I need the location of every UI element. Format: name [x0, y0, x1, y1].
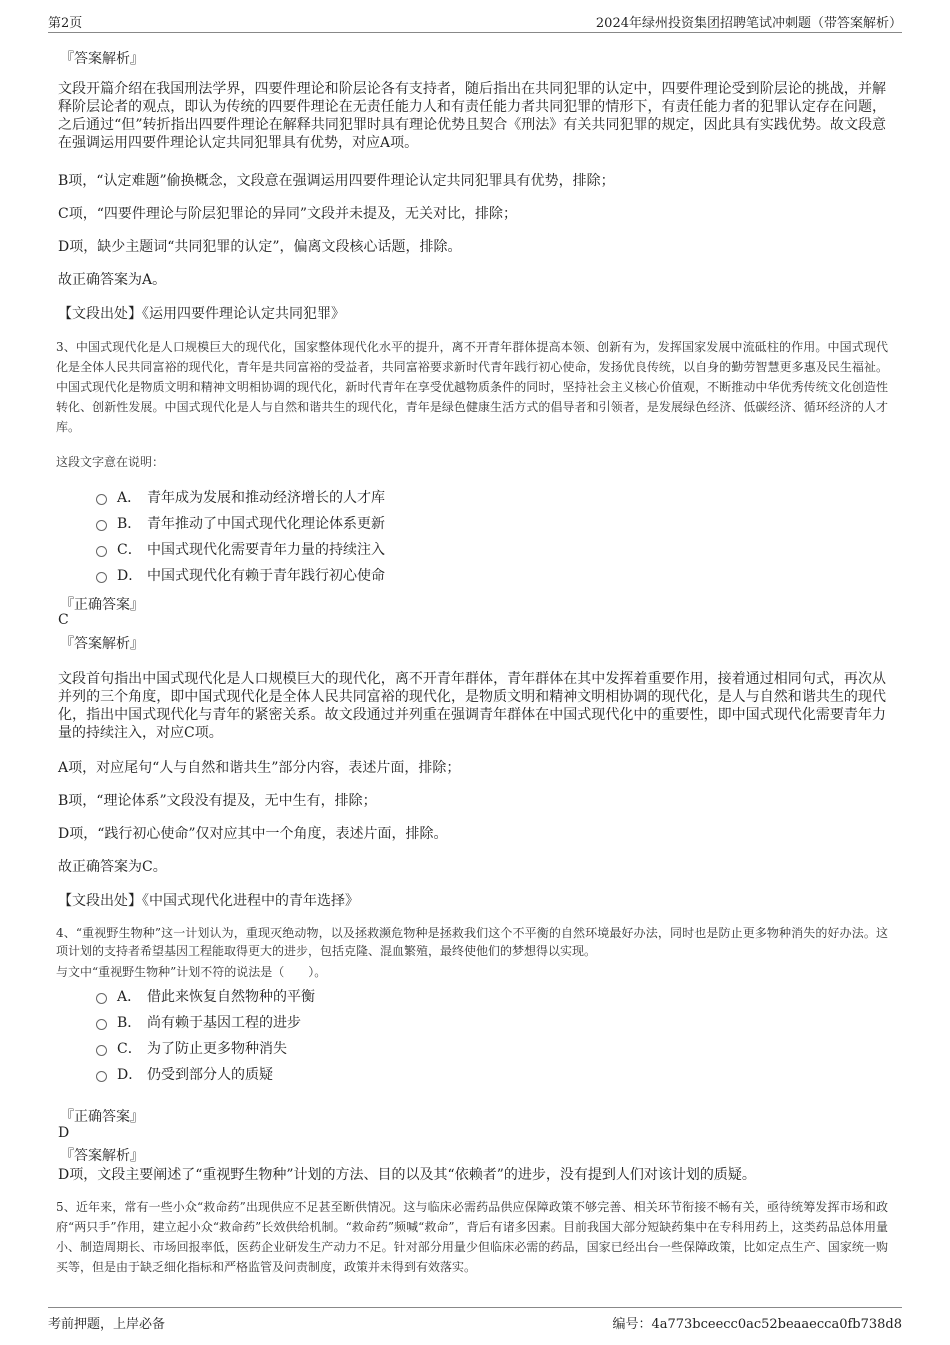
- q3-option-a-analysis: A项，对应尾句“人与自然和谐共生”部分内容，表述片面，排除；: [58, 760, 461, 776]
- q4-stem: 4、“重视野生物种”这一计划认为，重现灭绝动物，以及拯救濒危物种是拯救我们这个不平衡的自然环境最好办法，同时也是防止更多物种消失的好办法。这项计划的支持者希望基因工程能取得更大的进步，包括克隆、混血繁殖，最终使他们的梦想得以实现。: [56, 926, 888, 958]
- q3-option-c[interactable]: [96, 539, 385, 559]
- radio-icon[interactable]: [96, 993, 107, 1004]
- option-key: A．: [117, 490, 142, 506]
- q4-analysis-text: D项，文段主要阐述了“重视野生物种”计划的方法、目的以及其“依赖者”的进步，没有提到人们对该计划的质疑。: [58, 1167, 756, 1183]
- q3-option-d[interactable]: [96, 565, 385, 585]
- q3-source: 【文段出处】《中国式现代化进程中的青年选择》: [58, 893, 359, 909]
- page-number: 第2页: [48, 16, 83, 31]
- option-text: 中国式现代化需要青年力量的持续注入: [147, 542, 385, 558]
- q4-option-b[interactable]: [96, 1012, 301, 1032]
- q4-answer: D: [58, 1125, 70, 1141]
- q4-option-a[interactable]: [96, 986, 315, 1006]
- radio-icon[interactable]: [96, 546, 107, 557]
- q5-stem: 5、近年来，常有一些小众“救命药”出现供应不足甚至断供情况。这与临床必需药品供应保障政策不够完善、相关环节衔接不畅有关，亟待统筹发挥市场和政府“两只手”作用，建立起小众“救命药”长效供给机制。“救命药”频喊“救命”，背后有诸多因素。目前我国大部分短缺药集中在专科用药上，这类药品总体用量小、制造周期长、市场回报率低，医药企业研发生产动力不足。针对部分用量少但临床必需的药品，国家已经出台一些保障政策，比如定点生产、国家统一购买等，但是由于缺乏细化指标和严格监管及问责制度，政策并未得到有效落实。: [56, 1200, 888, 1274]
- q3-option-d-analysis: D项，“践行初心使命”仅对应其中一个角度，表述片面，排除。: [58, 826, 448, 842]
- option-key: D．: [117, 568, 143, 584]
- footer-slogan: 考前押题，上岸必备: [48, 1317, 166, 1332]
- document-id: 编号：4a773bceecc0ac52beaaecca0fb738d8: [612, 1317, 902, 1332]
- option-key: D．: [117, 1067, 143, 1083]
- q3-analysis-text: 文段首句指出中国式现代化是人口规模巨大的现代化，离不开青年群体，青年群体在其中发挥着重要作用，接着通过相同句式，再次从并列的三个角度，即中国式现代化是全体人民共同富裕的现代化，是物质文明和精神文明相协调的现代化，是人与自然和谐共生的现代化，指出中国式现代化与青年的紧密关系。故文段通过并列重在强调青年群体在中国式现代化中的重要性，即中国式现代化需要青年力量的持续注入，对应C项。: [58, 671, 886, 741]
- q4-analysis-label: 『答案解析』: [60, 1148, 144, 1164]
- q2-analysis-label: 『答案解析』: [60, 51, 144, 67]
- q3-answer-label: 『正确答案』: [60, 597, 144, 613]
- q3-option-b-analysis: B项，“理论体系”文段没有提及，无中生有，排除；: [58, 793, 377, 809]
- page-footer: [48, 1307, 902, 1330]
- q4-answer-label: 『正确答案』: [60, 1109, 144, 1125]
- option-text: 尚有赖于基因工程的进步: [147, 1015, 301, 1031]
- option-text: 中国式现代化有赖于青年践行初心使命: [147, 568, 385, 584]
- option-text: 仍受到部分人的质疑: [147, 1067, 273, 1083]
- q4-option-c[interactable]: [96, 1038, 287, 1058]
- radio-icon[interactable]: [96, 1019, 107, 1030]
- option-text: 青年推动了中国式现代化理论体系更新: [147, 516, 385, 532]
- option-text: 青年成为发展和推动经济增长的人才库: [147, 490, 385, 506]
- radio-icon[interactable]: [96, 572, 107, 583]
- option-key: A．: [117, 989, 142, 1005]
- q3-conclusion: 故正确答案为C。: [58, 859, 167, 875]
- option-key: C．: [117, 1041, 142, 1057]
- q3-answer: C: [58, 612, 69, 628]
- radio-icon[interactable]: [96, 1071, 107, 1082]
- q3-option-b[interactable]: [96, 513, 385, 533]
- q2-source: 【文段出处】《运用四要件理论认定共同犯罪》: [58, 306, 345, 322]
- option-key: B．: [117, 1015, 142, 1031]
- q2-conclusion: 故正确答案为A。: [58, 272, 167, 288]
- option-key: C．: [117, 542, 142, 558]
- q3-stem: 3、中国式现代化是人口规模巨大的现代化，国家整体现代化水平的提升，离不开青年群体提高本领、创新有为，发挥国家发展中流砥柱的作用。中国式现代化是全体人民共同富裕的现代化，青年是共同富裕的受益者，共同富裕要求新时代青年践行初心使命，发扬优良传统，以自身的勤劳智慧更多惠及民生福祉。中国式现代化是物质文明和精神文明相协调的现代化，新时代青年在享受优越物质条件的同时，坚持社会主义核心价值观，不断推动中华优秀传统文化创造性转化、创新性发展。中国式现代化是人与自然和谐共生的现代化，青年是绿色健康生活方式的倡导者和引领者，是发展绿色经济、低碳经济、循环经济的人才库。: [56, 340, 888, 434]
- q2-option-b-analysis: B项，“认定难题”偷换概念，文段意在强调运用四要件理论认定共同犯罪具有优势，排除；: [58, 173, 615, 189]
- q2-option-d-analysis: D项，缺少主题词“共同犯罪的认定”，偏离文段核心话题，排除。: [58, 239, 462, 255]
- q2-analysis-text: 文段开篇介绍在我国刑法学界，四要件理论和阶层论各有支持者，随后指出在共同犯罪的认定中，四要件理论受到阶层论的挑战，并解释阶层论者的观点，即认为传统的四要件理论在无责任能力人和有责任能力者共同犯罪的情形下，有责任能力者的犯罪认定存在问题，之后通过“但”转折指出四要件理论在解释共同犯罪时具有理论优势且契合《刑法》有关共同犯罪的规定，因此具有实践优势。故文段意在强调运用四要件理论认定共同犯罪具有优势，对应A项。: [58, 81, 886, 151]
- option-text: 借此来恢复自然物种的平衡: [147, 989, 315, 1005]
- radio-icon[interactable]: [96, 494, 107, 505]
- q3-analysis-label: 『答案解析』: [60, 636, 144, 652]
- radio-icon[interactable]: [96, 1045, 107, 1056]
- page-header: [48, 12, 902, 33]
- radio-icon[interactable]: [96, 520, 107, 531]
- q4-option-d[interactable]: [96, 1064, 273, 1084]
- q3-question: 这段文字意在说明：: [56, 455, 165, 469]
- option-text: 为了防止更多物种消失: [147, 1041, 287, 1057]
- document-title: 2024年绿州投资集团招聘笔试冲刺题（带答案解析）: [595, 16, 902, 31]
- q3-option-a[interactable]: [96, 487, 385, 507]
- q2-option-c-analysis: C项，“四要件理论与阶层犯罪论的异同”文段并未提及，无关对比，排除；: [58, 206, 518, 222]
- option-key: B．: [117, 516, 142, 532]
- q4-question: 与文中“重视野生物种”计划不符的说法是（ ）。: [56, 965, 327, 979]
